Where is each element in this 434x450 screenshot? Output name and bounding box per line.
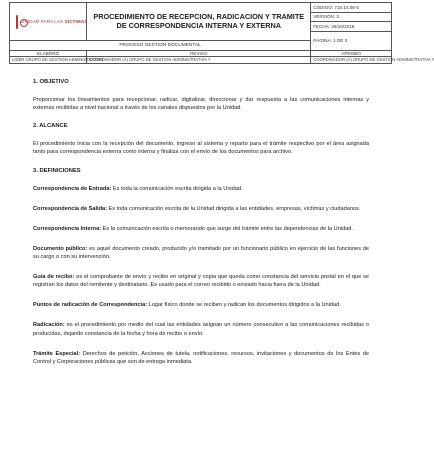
objetivo-paragraph: Proporcionar los lineamientos para recepcionar, radicar, digitalizar, direccionar y dar respuesta a las comunicaciones internas y externas recibidas a nivel nacional a través de los canales dispuestos por la Unidad. <box>33 97 369 112</box>
definition-text: es aquel documento creado, producido y/o tramitado por un funcionario público en ejercicio de las funciones de su cargo o con su intervención. <box>33 245 369 261</box>
unidad-victimas-logo <box>12 15 88 29</box>
codigo-label: CÓDIGO: 710.14.08-5 <box>311 3 392 13</box>
definition-item <box>33 321 369 337</box>
document-title: PROCEDIMIENTO DE RECEPCION, RADICACION Y TRAMITE DE CORRESPONDENCIA INTERNA Y EXTERNA <box>87 3 311 41</box>
logo-cell <box>10 3 87 41</box>
definition-item <box>33 245 369 261</box>
aprobo-value: COORDINADOR (A) GRUPO DE GESTION ADMINISTRATIVA Y <box>311 57 392 64</box>
coat-of-arms-icon <box>16 15 18 29</box>
definition-term: Radicación: <box>33 322 65 329</box>
alcance-heading: 2. ALCANCE <box>33 123 68 130</box>
definition-text: Es la comunicación escrita o memorando que surge del trámite entre las dependencias de la Unidad. <box>101 225 353 232</box>
reviso-value: COORDINADOR (A) GRUPO DE GESTION ADMINISTRATIVA Y <box>87 57 311 64</box>
alcance-paragraph: El procedimiento inicia con la recepción del documento, ingreso al sistema y reparto para el trámite respectivo por el área asignada tanto para correspondencia externa como interna y finaliza con el envío de los documentos para archivo. <box>33 141 369 156</box>
pagina-label: PÁGINA: 1 DE 3 <box>311 31 392 51</box>
definition-term: Puntos de radicación de Correspondencia: <box>33 302 148 309</box>
objetivo-heading: 1. OBJETIVO <box>33 79 69 85</box>
fecha-label: FECHA: 26/10/2016 <box>311 22 392 32</box>
proceso-label: PROCESO GESTION DOCUMENTAL <box>10 41 311 51</box>
definiciones-heading: 3. DEFINICIONES <box>33 167 81 174</box>
definition-term: Correspondencia de Entrada: <box>33 185 112 192</box>
aprobo-heading: APROBO <box>311 51 392 57</box>
definition-text: es el comprobante de envío y recibo en original y copia que queda como constancia del servicio postal en el que se registran los datos del remitente y destinatario. Es usado para el correo recibido o enviado hacia fuera de la Unidad. <box>33 274 370 289</box>
definition-term: Correspondencia de Salida: <box>33 205 107 212</box>
definition-item <box>33 350 369 366</box>
version-label: VERSIÓN: 3 <box>311 12 392 22</box>
definition-item <box>33 185 369 193</box>
logo-text: UNIDAD PARA LAS VÍCTIMAS <box>21 19 88 24</box>
document-header-table <box>9 2 434 64</box>
definition-text: Es toda comunicación escrita de la Unidad dirigida a las entidades, empresas, víctimas y ciudadanos. <box>106 205 361 212</box>
definition-text: Es toda la comunicación escrita dirigida a la Unidad. <box>111 185 243 192</box>
reviso-heading: REVISO <box>87 51 311 57</box>
definition-text: Derechos de petición, Acciones de tutela, notificaciones, recursos, invitaciones y documentos de los Entes de Control y Corporaciones públicas que son de entrega inmediata. <box>33 350 369 365</box>
elaboro-value: LIDER GRUPO DE GESTION ADMINISTRATIVA <box>10 57 87 64</box>
definition-term: Correspondencia Interna: <box>33 225 102 232</box>
definition-text: es el procedimiento por medio del cual las entidades asignan un número consecutivo a las comunicaciones recibidas o producidas, dejando constancia de la fecha y hora de recibo o envío. <box>33 322 369 337</box>
document-body <box>33 78 369 378</box>
definition-item <box>33 205 369 213</box>
definition-term: Trámite Especial: <box>33 350 81 357</box>
definition-item <box>33 273 369 289</box>
definition-item <box>33 301 369 309</box>
elaboro-heading: ELABORO <box>10 51 87 57</box>
definition-term: Documento público: <box>33 245 88 252</box>
definition-term: Guía de recibo: <box>33 274 75 281</box>
definition-text: Lugar físico donde se reciben y radican los documentos dirigidos a la Unidad. <box>147 302 341 309</box>
definition-item <box>33 225 369 233</box>
